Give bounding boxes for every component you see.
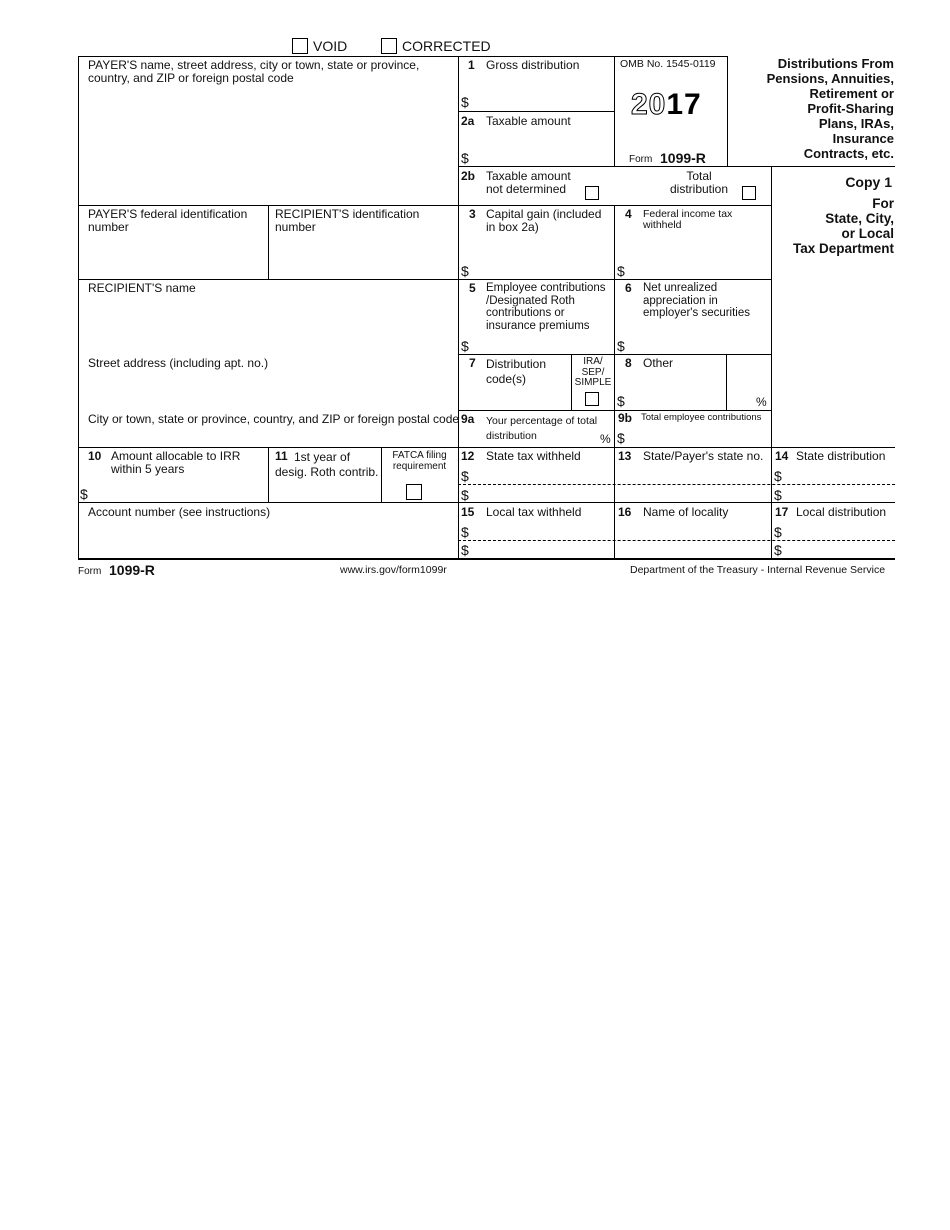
box-12-dollar-1: $ — [461, 468, 469, 484]
box-7-label: Distribution code(s) — [486, 357, 547, 386]
box-11-number: 11 — [275, 449, 288, 463]
form-word-omb: Form — [629, 154, 653, 165]
box-4-label: Federal income tax withheld — [643, 208, 733, 231]
box-10-number: 10 — [88, 449, 102, 463]
total-distribution-checkbox[interactable] — [742, 186, 756, 200]
city-state-label: City or town, state or province, country, and ZIP or foreign postal code — [88, 412, 460, 426]
box-12-number: 12 — [461, 449, 475, 463]
copy-recipient: For State, City, or Local Tax Department — [792, 196, 894, 256]
omb-number: OMB No. 1545-0119 — [620, 58, 716, 70]
box-1-label: Gross distribution — [486, 58, 580, 72]
void-checkbox[interactable] — [292, 38, 308, 54]
recipient-name-label: RECIPIENT'S name — [88, 281, 196, 295]
fatca-label: FATCA filing requirement — [392, 450, 447, 472]
account-number-label: Account number (see instructions) — [88, 505, 271, 519]
form-title: Distributions From Pensions, Annuities, Retirement or Profit-Sharing Plans, IRAs, Insurance Contracts, etc. — [766, 56, 894, 161]
box-15-dollar-2: $ — [461, 542, 469, 558]
box-1-number: 1 — [468, 58, 475, 72]
footer-form-id: 1099-R — [109, 562, 155, 578]
ira-sep-simple-checkbox[interactable] — [585, 392, 599, 406]
box-17-dollar-2: $ — [774, 542, 782, 558]
box-6-number: 6 — [625, 281, 632, 295]
box-9a-percent: % — [600, 432, 611, 446]
box-4-number: 4 — [625, 207, 632, 221]
fatca-checkbox[interactable] — [406, 484, 422, 500]
box-14-dollar-1: $ — [774, 468, 782, 484]
box-9a-label: Your percentage of total distribution — [486, 415, 598, 442]
box-6-label: Net unrealized appreciation in employer's securities — [643, 282, 751, 319]
box-14-number: 14 — [775, 449, 789, 463]
box-12-dollar-2: $ — [461, 487, 469, 503]
tax-year — [631, 88, 702, 122]
box-16-label: Name of locality — [643, 505, 729, 519]
ira-sep-simple-label: IRA/ SEP/ SIMPLE — [574, 356, 612, 388]
box-14-dollar-2: $ — [774, 487, 782, 503]
box-2a-label: Taxable amount — [486, 114, 571, 128]
box-4-dollar: $ — [617, 263, 625, 279]
box-6-dollar: $ — [617, 338, 625, 354]
tax-year-suffix: 17 — [666, 88, 702, 121]
box-2b-number: 2b — [461, 169, 476, 183]
corrected-checkbox[interactable] — [381, 38, 397, 54]
box-17-label: Local distribution — [796, 505, 887, 519]
box-17-dollar-1: $ — [774, 524, 782, 540]
recipient-id-label: RECIPIENT'S identification number — [275, 207, 420, 234]
box-13-number: 13 — [618, 449, 632, 463]
box-2b-label: Taxable amount not determined — [486, 169, 571, 196]
copy-label: Copy 1 — [845, 174, 892, 190]
box-2a-number: 2a — [461, 114, 475, 128]
box-3-label: Capital gain (included in box 2a) — [486, 207, 602, 234]
footer-form-word: Form — [78, 566, 102, 577]
box-5-dollar: $ — [461, 338, 469, 354]
box-9a-number: 9a — [461, 412, 475, 426]
box-3-dollar: $ — [461, 263, 469, 279]
box-8-dollar: $ — [617, 393, 625, 409]
box-15-label: Local tax withheld — [486, 505, 582, 519]
footer-department: Department of the Treasury - Internal Revenue Service — [630, 564, 886, 576]
box-12-label: State tax withheld — [486, 449, 581, 463]
box-13-label: State/Payer's state no. — [643, 449, 764, 463]
box-14-label: State distribution — [796, 449, 886, 463]
box-2a-dollar: $ — [461, 150, 469, 166]
box-15-dollar-1: $ — [461, 524, 469, 540]
box-8-number: 8 — [625, 356, 632, 370]
box-7-number: 7 — [469, 356, 476, 370]
street-address-label: Street address (including apt. no.) — [88, 356, 269, 370]
box-5-label: Employee contributions /Designated Roth contributions or insurance premiums — [486, 282, 606, 332]
box-16-number: 16 — [618, 505, 632, 519]
box-15-number: 15 — [461, 505, 475, 519]
void-label: VOID — [313, 38, 348, 54]
box-9b-dollar: $ — [617, 430, 625, 446]
total-distribution-label: Total distribution — [670, 169, 729, 196]
box-17-number: 17 — [775, 505, 789, 519]
box-8-percent: % — [756, 395, 767, 409]
box-10-dollar: $ — [80, 486, 88, 502]
box-9b-number: 9b — [618, 411, 633, 425]
payer-fid-label: PAYER'S federal identification number — [88, 207, 248, 234]
box-3-number: 3 — [469, 207, 476, 221]
box-5-number: 5 — [469, 281, 476, 295]
payer-name-label: PAYER'S name, street address, city or town, state or province, country, and ZIP or foreign postal code — [88, 58, 420, 85]
footer-url: www.irs.gov/form1099r — [340, 564, 447, 576]
tax-year-prefix: 20 — [631, 88, 667, 121]
corrected-label: CORRECTED — [402, 38, 491, 54]
box-11-label: 1st year of desig. Roth contrib. — [275, 450, 379, 479]
form-id-omb: 1099-R — [660, 150, 706, 166]
box-1-dollar: $ — [461, 94, 469, 110]
taxable-not-determined-checkbox[interactable] — [585, 186, 599, 200]
box-9b-label: Total employee contributions — [641, 412, 762, 423]
box-8-label: Other — [643, 356, 674, 370]
box-10-label: Amount allocable to IRR within 5 years — [111, 449, 241, 476]
